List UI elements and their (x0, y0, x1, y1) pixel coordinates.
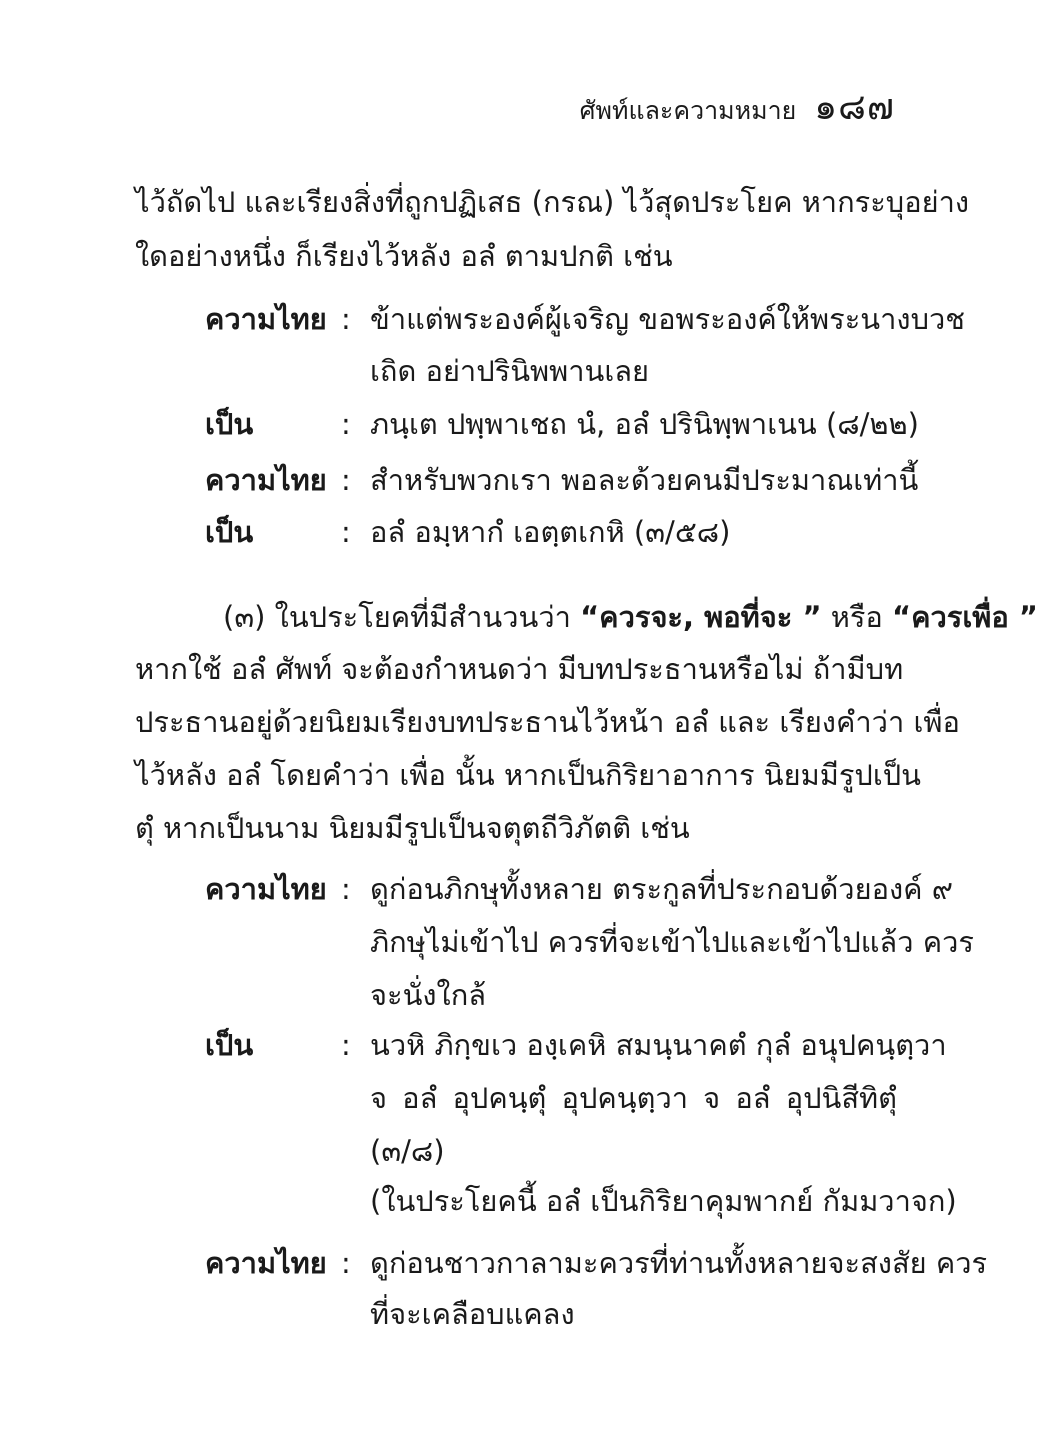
body-line: ตุํ หากเป็นนาม นิยมมีรูปเป็นจตุตถีวิภัตติ เช่น (135, 811, 690, 845)
thai-text: ดูก่อนชาวกาลามะควรที่ท่านทั้งหลายจะสงสัย ควร (370, 1246, 988, 1280)
thai-text: ดูก่อนภิกษุทั้งหลาย ตระกูลที่ประกอบด้วยองค์ ๙ (370, 872, 954, 906)
thai-text: สำหรับพวกเรา พอละด้วยคนมีประมาณเท่านี้ (370, 463, 919, 497)
pali-text: (๓/๘) (370, 1134, 445, 1168)
section-3-lead: (๓) ในประโยคที่มีสำนวนว่า (223, 600, 581, 634)
pali-text: นวหิ ภิกฺขเว องฺเคหิ สมนฺนาคตํ กุลํ อนุปคนฺตฺวา (370, 1028, 947, 1062)
explanatory-note: (ในประโยคนี้ อลํ เป็นกิริยาคุมพากย์ กัมมวาจก) (370, 1184, 957, 1218)
colon: : (341, 463, 351, 497)
header-title: ศัพท์และความหมาย (579, 96, 797, 125)
body-line: หากใช้ อลํ ศัพท์ จะต้องกำหนดว่า มีบทประธานหรือไม่ ถ้ามีบท (135, 652, 904, 686)
colon: : (341, 1028, 351, 1062)
pali-label: เป็น (205, 515, 254, 549)
section-3-mid: หรือ (821, 600, 893, 634)
phrase-khuan-ja: “ควรจะ, พอที่จะ ” (580, 600, 822, 634)
colon: : (341, 407, 351, 441)
body-line: ใดอย่างหนึ่ง ก็เรียงไว้หลัง อลํ ตามปกติ เช่น (135, 239, 673, 273)
colon: : (341, 1246, 351, 1280)
body-line: ประธานอยู่ด้วยนิยมเรียงบทประธานไว้หน้า อลํ และ เรียงคำว่า เพื่อ (135, 705, 960, 739)
colon: : (341, 872, 351, 906)
phrase-khuan-phuea: “ควรเพื่อ ” (892, 600, 1038, 634)
colon: : (341, 302, 351, 336)
section-3-heading (223, 600, 1038, 634)
thai-text: ข้าแต่พระองค์ผู้เจริญ ขอพระองค์ให้พระนางบวช (370, 302, 965, 336)
body-line: ไว้ถัดไป และเรียงสิ่งที่ถูกปฏิเสธ (กรณ) ไว้สุดประโยค หากระบุอย่าง (135, 185, 970, 219)
thai-text: ที่จะเคลือบแคลง (370, 1297, 575, 1331)
thai-text: ภิกษุไม่เข้าไป ควรที่จะเข้าไปและเข้าไปแล้ว ควร (370, 925, 974, 959)
thai-label: ความไทย (205, 1246, 327, 1280)
pali-label: เป็น (205, 407, 254, 441)
thai-label: ความไทย (205, 463, 327, 497)
pali-text: จ อลํ อุปคนฺตุํ อุปคนฺตฺวา จ อลํ อุปนิสีทิตุํ (370, 1081, 897, 1115)
pali-label: เป็น (205, 1028, 254, 1062)
colon: : (341, 515, 351, 549)
thai-label: ความไทย (205, 302, 327, 336)
page-number: ๑๘๗ (814, 87, 895, 128)
thai-label: ความไทย (205, 872, 327, 906)
pali-text: ภนฺเต ปพฺพาเชถ นํ, อลํ ปรินิพฺพาเนน (๘/๒๒) (370, 407, 919, 441)
running-header (580, 78, 895, 135)
pali-text: อลํ อมฺหากํ เอตฺตเกหิ (๓/๕๘) (370, 515, 731, 549)
body-line: ไว้หลัง อลํ โดยคำว่า เพื่อ นั้น หากเป็นกิริยาอาการ นิยมมีรูปเป็น (135, 758, 921, 792)
thai-text: เถิด อย่าปรินิพพานเลย (370, 354, 650, 388)
thai-text: จะนั่งใกล้ (370, 978, 487, 1012)
